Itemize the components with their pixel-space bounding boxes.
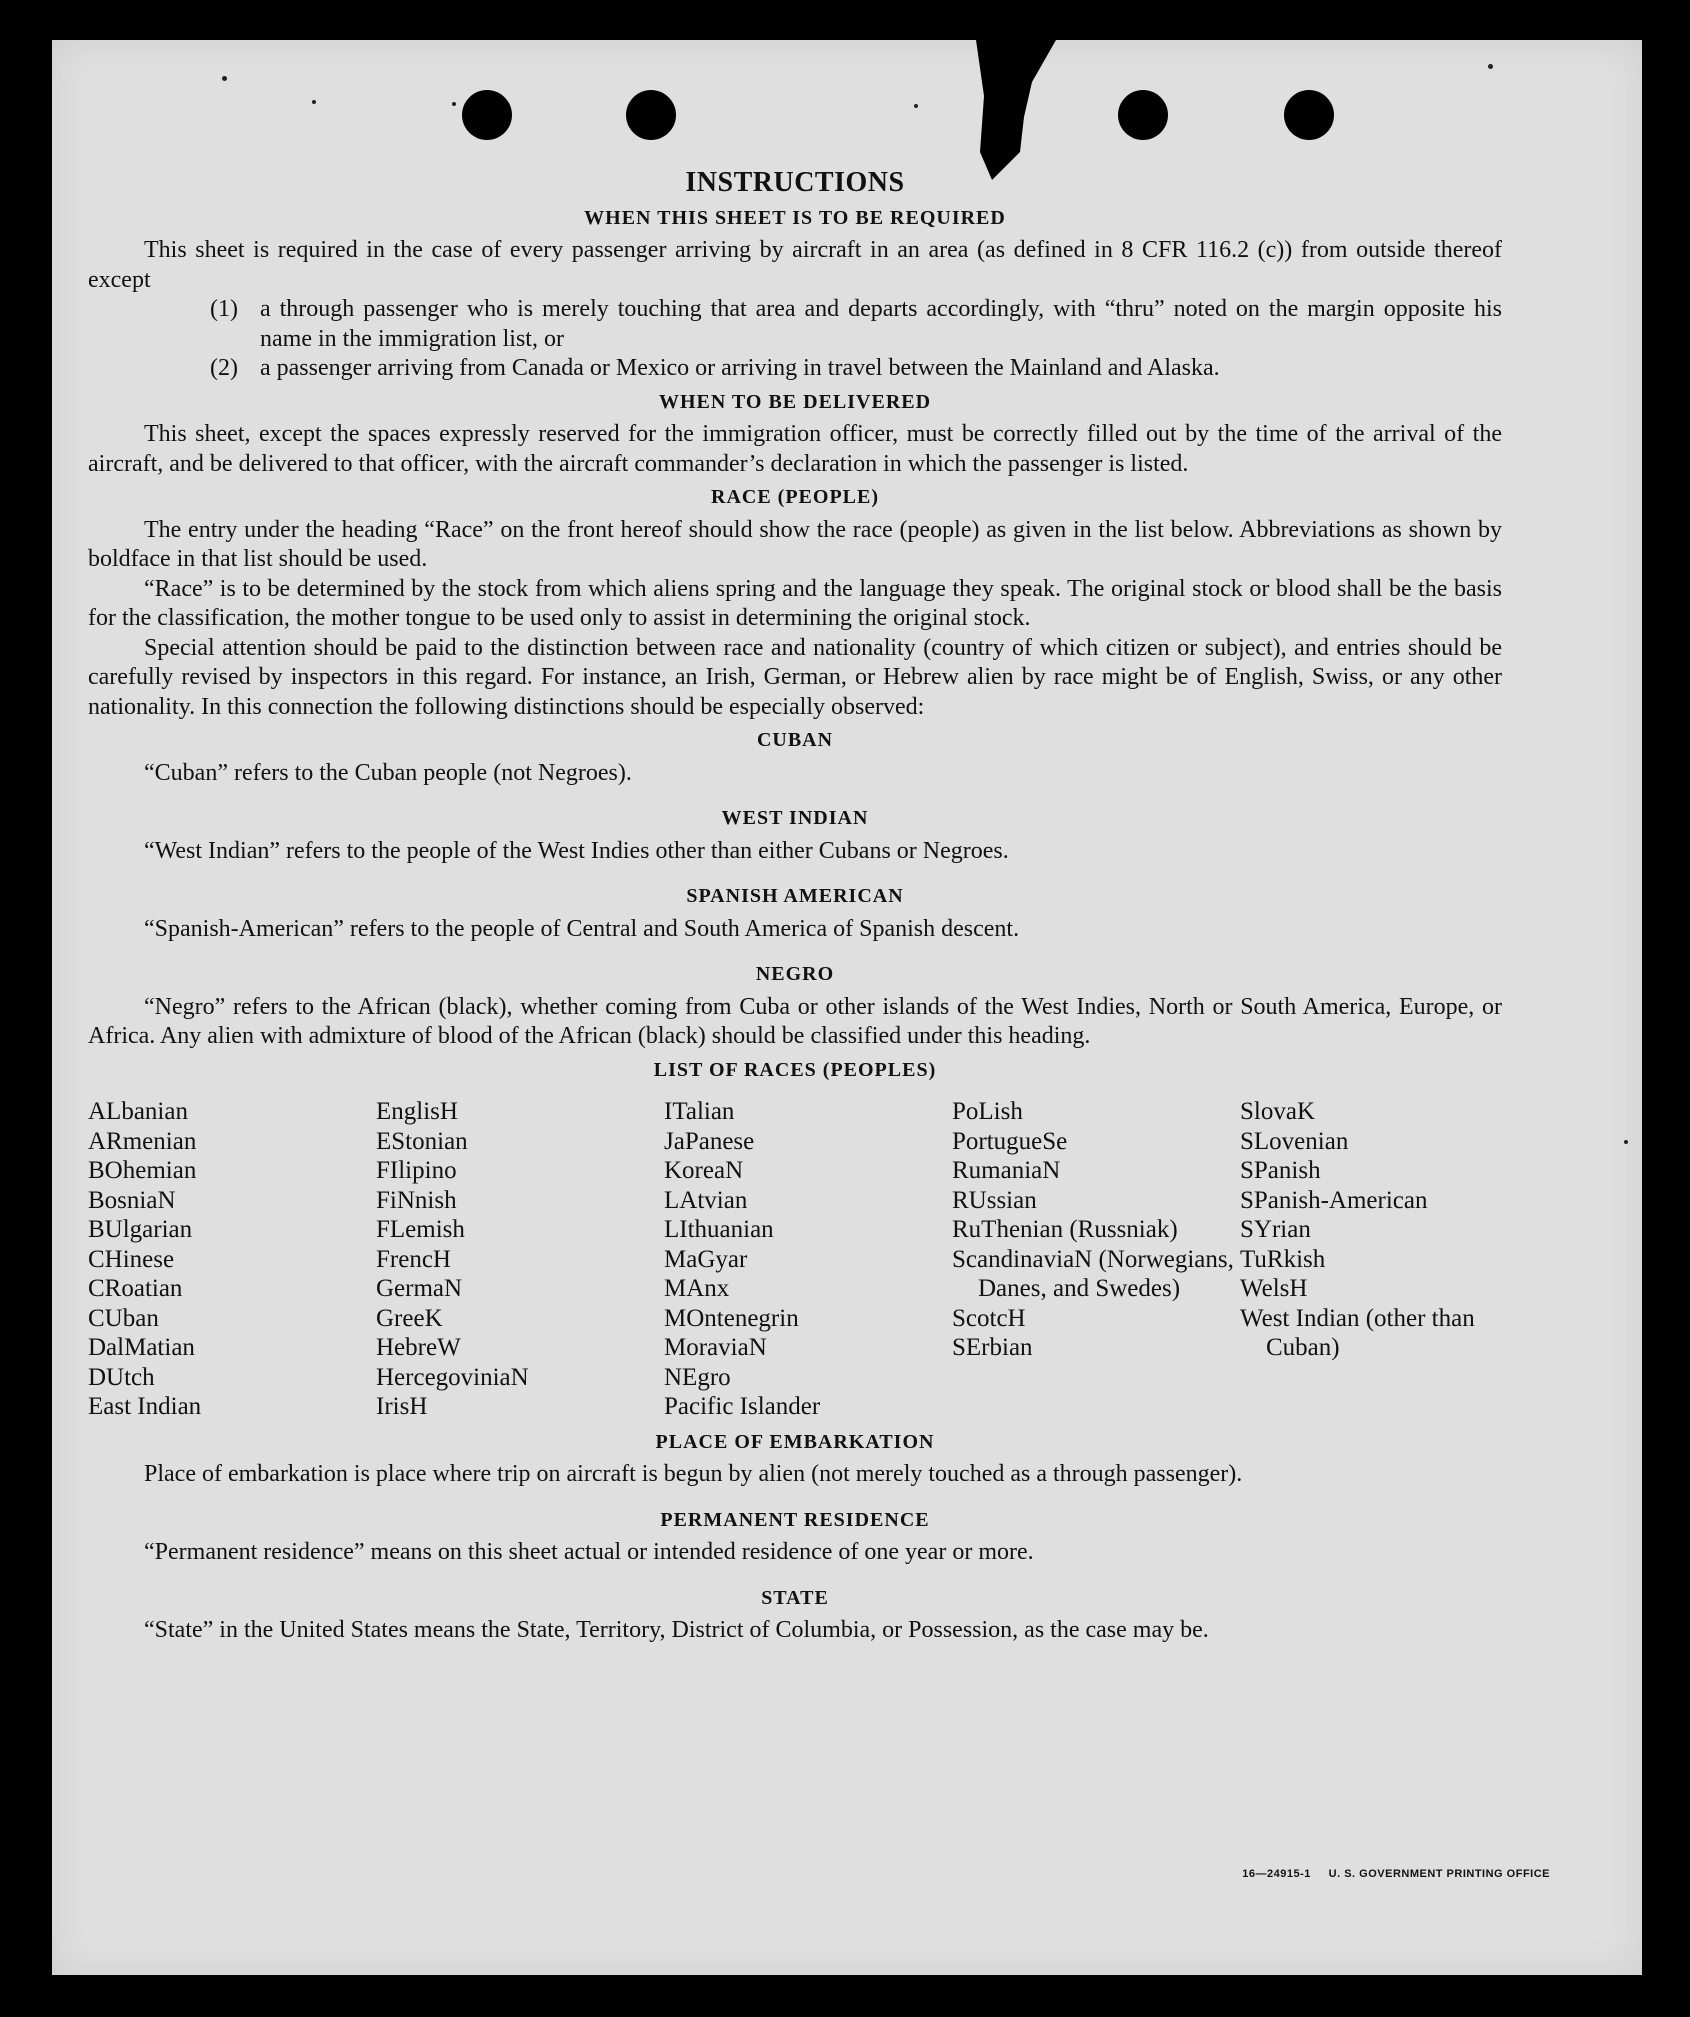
race-item: DalMatian <box>88 1334 195 1361</box>
race-item: IrisH <box>376 1393 428 1420</box>
race-item: JaPanese <box>664 1127 755 1155</box>
race-item: RumaniaN <box>952 1157 1061 1184</box>
section-heading: STATE <box>761 1586 829 1609</box>
race-item: EnglisH <box>376 1098 458 1125</box>
paragraph: “Permanent residence” means on this sheet actual or intended residence of one year or more. <box>144 1539 1034 1565</box>
race-item: DUtch <box>88 1363 155 1391</box>
paragraph: Special attention should be paid to the distinction between race and nationality (country of which citizen or subject), and entries should be carefully revised by inspectors in this regard. For instance, an Irish, German, or Hebrew alien by race might be of English, Swiss, or any other nationality. In this connection the following distinctions should be especially observed: <box>88 634 1502 720</box>
race-item: PortugueSe <box>952 1127 1068 1155</box>
race-item: SPanish-American <box>1240 1186 1428 1214</box>
page-title: INSTRUCTIONS <box>685 167 905 198</box>
race-list <box>88 1097 1502 1422</box>
race-item: CUban <box>88 1304 159 1332</box>
list-item <box>88 354 1502 384</box>
race-item: BosniaN <box>88 1186 176 1214</box>
race-item: FrencH <box>376 1245 451 1273</box>
race-item: EStonian <box>376 1127 468 1155</box>
race-item: GreeK <box>376 1304 443 1332</box>
race-column <box>1240 1097 1500 1422</box>
paragraph: This sheet, except the spaces expressly reserved for the immigration officer, must be correctly filled out by the time of the arrival of the aircraft, and be delivered to that officer, with the aircraft commander’s declaration in which the passenger is listed. <box>88 421 1502 477</box>
paragraph: “Race” is to be determined by the stock from which aliens spring and the language they speak. The original stock or blood shall be the basis for the classification, the mother tongue to be used only to assist in determining the original stock. <box>88 575 1502 631</box>
race-item: SLovenian <box>1240 1127 1349 1155</box>
race-item: LIthuanian <box>664 1216 774 1243</box>
printer-name: U. S. GOVERNMENT PRINTING OFFICE <box>1328 1868 1550 1880</box>
race-item: PoLish <box>952 1098 1023 1125</box>
section-heading: NEGRO <box>755 963 835 985</box>
section-heading: CUBAN <box>756 729 834 751</box>
race-item: SPanish <box>1240 1157 1321 1184</box>
race-item: BUlgarian <box>88 1216 193 1243</box>
race-item: MaGyar <box>664 1245 748 1273</box>
paragraph: Place of embarkation is place where trip on aircraft is begun by alien (not merely touched as a through passenger). <box>144 1461 1243 1487</box>
race-item: MAnx <box>664 1275 730 1302</box>
paragraph: “State” in the United States means the State, Territory, District of Columbia, or Possession, as the case may be. <box>144 1617 1209 1643</box>
race-column <box>376 1097 664 1422</box>
race-item: Pacific Islander <box>664 1393 821 1420</box>
race-item: CRoatian <box>88 1275 183 1302</box>
race-item: ScotcH <box>952 1304 1026 1332</box>
race-item: FIlipino <box>376 1157 457 1184</box>
race-item: ITalian <box>664 1098 735 1125</box>
race-item: LAtvian <box>664 1186 748 1214</box>
paragraph: “West Indian” refers to the people of the West Indies other than either Cubans or Negroes. <box>144 837 1009 864</box>
race-item: TuRkish <box>1240 1245 1326 1273</box>
paragraph: This sheet is required in the case of every passenger arriving by aircraft in an area (as defined in 8 CFR 116.2 (c)) from outside thereof except <box>88 237 1502 293</box>
race-item: KoreaN <box>664 1157 744 1184</box>
race-item: ALbanian <box>88 1098 188 1125</box>
race-item: MoraviaN <box>664 1334 767 1361</box>
race-item: ScandinaviaN (Norwegians, Danes, and Swedes) <box>952 1245 1234 1302</box>
printer-imprint <box>1242 1868 1550 1880</box>
race-item: ARmenian <box>88 1127 197 1155</box>
race-column <box>664 1097 952 1422</box>
race-item: SErbian <box>952 1334 1033 1361</box>
section-heading: LIST OF RACES (PEOPLES) <box>653 1058 937 1081</box>
instructions-content <box>88 168 1502 1646</box>
race-item: HercegoviniaN <box>376 1363 529 1391</box>
item-text: a through passenger who is merely touching that area and departs accordingly, with “thru” noted on the margin opposite his name in the immigration list, or <box>260 296 1502 352</box>
race-item: HebreW <box>376 1334 461 1361</box>
punch-hole <box>1118 90 1168 140</box>
race-column <box>88 1097 376 1422</box>
race-item: SYrian <box>1240 1216 1311 1243</box>
race-item: RuThenian (Russniak) <box>952 1216 1178 1243</box>
paragraph: The entry under the heading “Race” on the front hereof should show the race (people) as given in the list below. Abbreviations as shown by boldface in that list should be used. <box>88 516 1502 572</box>
race-item: FLemish <box>376 1216 465 1243</box>
item-number: (1) <box>210 296 238 322</box>
punch-hole <box>626 90 676 140</box>
section-heading: WHEN THIS SHEET IS TO BE REQUIRED <box>584 206 1006 229</box>
race-item: FiNnish <box>376 1186 457 1214</box>
form-number: 16—24915-1 <box>1242 1868 1311 1880</box>
race-column <box>952 1097 1240 1422</box>
punch-hole <box>1284 90 1334 140</box>
race-item: WelsH <box>1240 1275 1308 1302</box>
race-item: RUssian <box>952 1186 1037 1214</box>
race-item: NEgro <box>664 1363 731 1391</box>
paragraph: “Cuban” refers to the Cuban people (not Negroes). <box>144 759 632 786</box>
paragraph: “Negro” refers to the African (black), whether coming from Cuba or other islands of the West Indies, North or South America, Europe, or Africa. Any alien with admixture of blood of the African (black) should be classified under this heading. <box>88 993 1502 1049</box>
item-text: a passenger arriving from Canada or Mexico or arriving in travel between the Mainland and Alaska. <box>260 355 1220 381</box>
punch-hole <box>462 90 512 140</box>
section-heading: SPANISH AMERICAN <box>686 885 904 907</box>
race-item: SlovaK <box>1240 1098 1315 1125</box>
race-item: West Indian (other than Cuban) <box>1240 1304 1475 1361</box>
section-heading: WHEN TO BE DELIVERED <box>658 390 932 413</box>
race-item: GermaN <box>376 1275 463 1302</box>
section-heading: WEST INDIAN <box>721 807 869 829</box>
section-heading: PLACE OF EMBARKATION <box>655 1430 935 1453</box>
race-item: CHinese <box>88 1245 175 1273</box>
section-heading: PERMANENT RESIDENCE <box>660 1508 930 1531</box>
list-item <box>88 295 1502 354</box>
section-heading: RACE (PEOPLE) <box>711 486 879 508</box>
paragraph: “Spanish-American” refers to the people of Central and South America of Spanish descent. <box>144 915 1020 942</box>
race-item: East Indian <box>88 1393 202 1420</box>
race-item: MOntenegrin <box>664 1304 799 1332</box>
item-number: (2) <box>210 355 238 381</box>
race-item: BOhemian <box>88 1157 197 1184</box>
